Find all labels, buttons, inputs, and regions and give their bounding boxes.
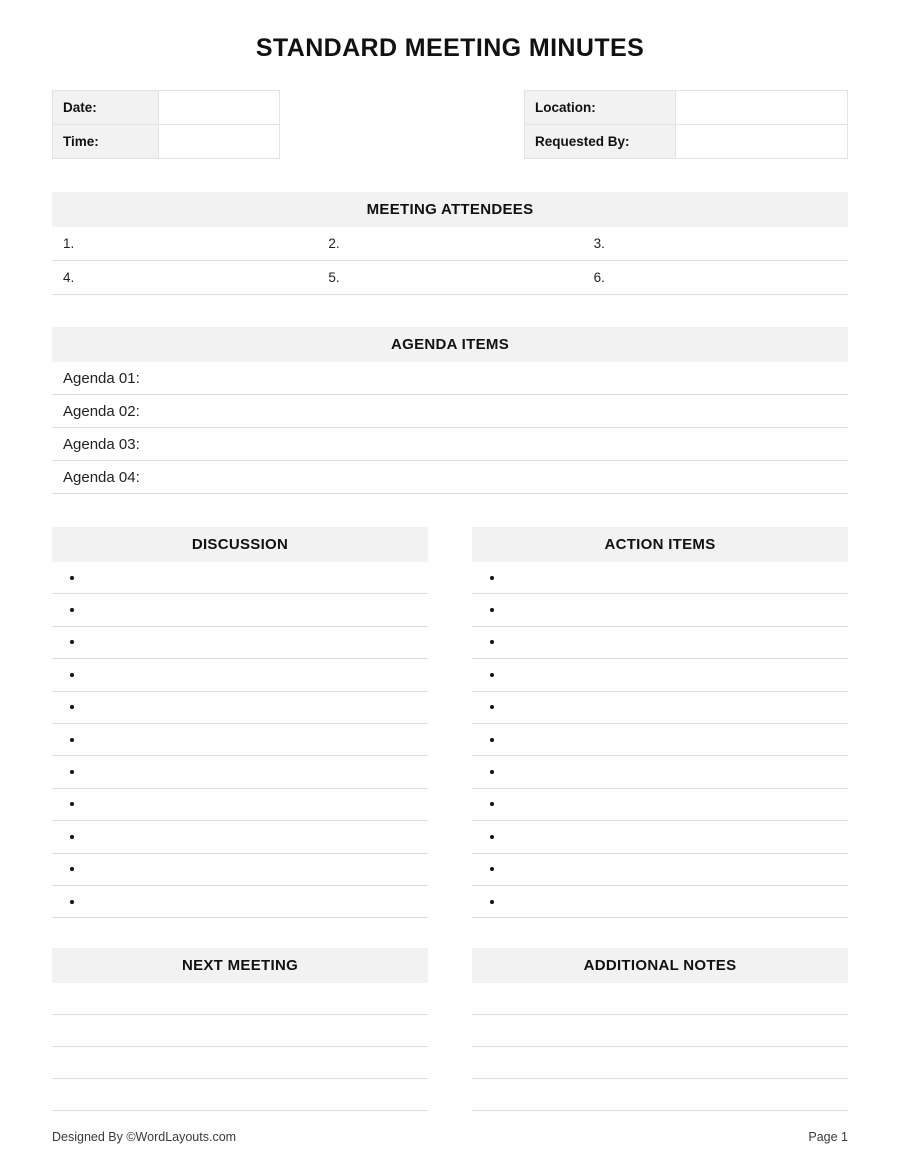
- bullet-row[interactable]: [472, 627, 848, 659]
- blank-line-row[interactable]: [472, 983, 848, 1015]
- time-label: Time:: [53, 125, 159, 159]
- agenda-row[interactable]: Agenda 02:: [52, 395, 848, 428]
- bullet-row[interactable]: [472, 756, 848, 788]
- bullet-icon: [70, 640, 74, 644]
- date-label: Date:: [53, 91, 159, 125]
- time-field[interactable]: [159, 125, 280, 159]
- bullet-row[interactable]: [52, 562, 428, 594]
- meeting-attendees-section: [52, 192, 848, 295]
- additional-notes-section: [472, 948, 848, 1111]
- bullet-icon: [490, 738, 494, 742]
- bullet-row[interactable]: [472, 562, 848, 594]
- attendee-slot-5[interactable]: 5.: [328, 270, 340, 285]
- bullet-row[interactable]: [52, 854, 428, 886]
- agenda-list: [52, 362, 848, 494]
- bullet-row[interactable]: [52, 756, 428, 788]
- table-row: [53, 125, 280, 159]
- page-footer: [52, 1130, 848, 1144]
- bullet-icon: [70, 705, 74, 709]
- bullet-row[interactable]: [472, 692, 848, 724]
- bullet-row[interactable]: [472, 789, 848, 821]
- bullet-icon: [490, 835, 494, 839]
- bullet-row[interactable]: [472, 854, 848, 886]
- meeting-info-row: [52, 90, 848, 159]
- bullet-icon: [490, 867, 494, 871]
- agenda-items-heading: AGENDA ITEMS: [52, 327, 848, 362]
- action-items-heading: ACTION ITEMS: [472, 527, 848, 562]
- meeting-attendees-heading: MEETING ATTENDEES: [52, 192, 848, 227]
- next-meeting-notes-row: [52, 948, 848, 1111]
- bullet-icon: [70, 900, 74, 904]
- blank-line-row[interactable]: [472, 1015, 848, 1047]
- discussion-action-row: [52, 527, 848, 918]
- attendee-slot-6[interactable]: 6.: [593, 270, 605, 285]
- table-row: [525, 91, 848, 125]
- bullet-icon: [70, 802, 74, 806]
- next-meeting-heading: NEXT MEETING: [52, 948, 428, 983]
- bullet-row[interactable]: [472, 594, 848, 626]
- bullet-icon: [70, 835, 74, 839]
- blank-line-row[interactable]: [472, 1079, 848, 1111]
- requested-by-label: Requested By:: [525, 125, 676, 159]
- additional-notes-heading: ADDITIONAL NOTES: [472, 948, 848, 983]
- discussion-section: [52, 527, 428, 918]
- bullet-icon: [70, 608, 74, 612]
- date-field[interactable]: [159, 91, 280, 125]
- bullet-row[interactable]: [52, 789, 428, 821]
- table-row: [52, 261, 848, 295]
- table-row: [52, 227, 848, 261]
- bullet-icon: [70, 738, 74, 742]
- table-row: [525, 125, 848, 159]
- bullet-icon: [490, 900, 494, 904]
- discussion-list: [52, 562, 428, 918]
- date-time-table: [52, 90, 280, 159]
- bullet-row[interactable]: [472, 821, 848, 853]
- action-items-section: [472, 527, 848, 918]
- bullet-row[interactable]: [52, 594, 428, 626]
- agenda-row[interactable]: Agenda 04:: [52, 461, 848, 494]
- location-label: Location:: [525, 91, 676, 125]
- requested-by-field[interactable]: [676, 125, 848, 159]
- agenda-row[interactable]: Agenda 01:: [52, 362, 848, 395]
- next-meeting-lines: [52, 983, 428, 1111]
- attendees-grid: [52, 227, 848, 295]
- bullet-icon: [70, 867, 74, 871]
- bullet-icon: [490, 705, 494, 709]
- agenda-items-section: [52, 327, 848, 494]
- bullet-icon: [70, 770, 74, 774]
- next-meeting-section: [52, 948, 428, 1111]
- footer-page-number: Page 1: [808, 1130, 848, 1144]
- bullet-icon: [70, 673, 74, 677]
- table-row: [53, 91, 280, 125]
- bullet-icon: [70, 576, 74, 580]
- location-field[interactable]: [676, 91, 848, 125]
- bullet-row[interactable]: [52, 724, 428, 756]
- blank-line-row[interactable]: [472, 1047, 848, 1079]
- bullet-icon: [490, 802, 494, 806]
- bullet-row[interactable]: [52, 659, 428, 691]
- bullet-row[interactable]: [472, 659, 848, 691]
- bullet-icon: [490, 640, 494, 644]
- bullet-row[interactable]: [52, 692, 428, 724]
- footer-credit: Designed By ©WordLayouts.com: [52, 1130, 237, 1144]
- page-title: STANDARD MEETING MINUTES: [255, 34, 645, 62]
- attendee-slot-2[interactable]: 2.: [328, 236, 340, 251]
- attendee-slot-3[interactable]: 3.: [593, 236, 605, 251]
- attendee-slot-1[interactable]: 1.: [63, 236, 75, 251]
- blank-line-row[interactable]: [52, 1047, 428, 1079]
- bullet-icon: [490, 608, 494, 612]
- bullet-row[interactable]: [52, 821, 428, 853]
- discussion-heading: DISCUSSION: [52, 527, 428, 562]
- agenda-row[interactable]: Agenda 03:: [52, 428, 848, 461]
- action-items-list: [472, 562, 848, 918]
- bullet-icon: [490, 770, 494, 774]
- bullet-row[interactable]: [52, 627, 428, 659]
- attendee-slot-4[interactable]: 4.: [63, 270, 75, 285]
- blank-line-row[interactable]: [52, 1015, 428, 1047]
- location-requestedby-table: [524, 90, 848, 159]
- bullet-row[interactable]: [52, 886, 428, 918]
- additional-notes-lines: [472, 983, 848, 1111]
- blank-line-row[interactable]: [52, 1079, 428, 1111]
- bullet-icon: [490, 673, 494, 677]
- bullet-row[interactable]: [472, 886, 848, 918]
- blank-line-row[interactable]: [52, 983, 428, 1015]
- bullet-icon: [490, 576, 494, 580]
- bullet-row[interactable]: [472, 724, 848, 756]
